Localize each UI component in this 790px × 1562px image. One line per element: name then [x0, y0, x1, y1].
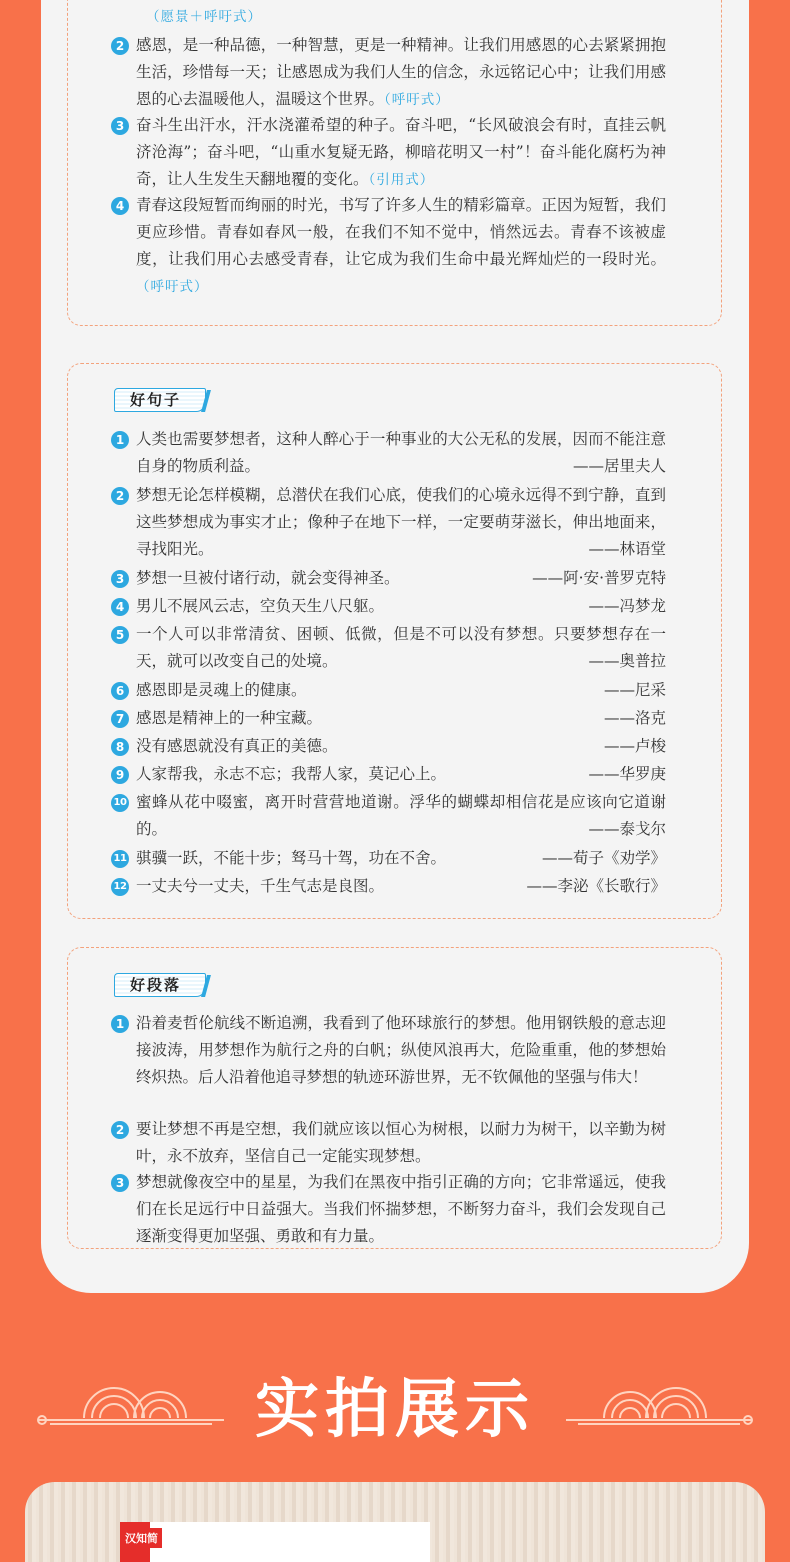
number-badge: 12 [111, 878, 129, 896]
number-badge: 5 [111, 626, 129, 644]
item-author: ——尼采 [603, 681, 666, 699]
list-item [115, 705, 666, 732]
item-text: 梦想就像夜空中的星星，为我们在黑夜中指引正确的方向；它非常遥远，使我们在长足远行中日益强大。当我们怀揣梦想，不断努力奋斗，我们会发现自己逐渐变得更加坚强、勇敢和有力量。 [136, 1173, 666, 1245]
item-text: 人类也需要梦想者，这种人醉心于一种事业的大公无私的发展，因而不能注意自身的物质利益。 [136, 430, 666, 475]
item-author: ——阿·安·普罗克特 [532, 569, 666, 587]
list-item [115, 1169, 666, 1250]
number-badge: 3 [111, 1174, 129, 1192]
list-item [115, 621, 666, 675]
item-text: 青春这段短暂而绚丽的时光，书写了许多人生的精彩篇章。正因为短暂，我们更应珍惜。青春如春风一般，在我们不知不觉中，悄然远去。青春不该被虚度，让我们用心去感受青春，让它成为我们生命中最光辉灿烂的一段时光。 [136, 196, 666, 268]
item-author: ——林语堂 [588, 540, 666, 558]
number-badge: 2 [111, 37, 129, 55]
product-photo [25, 1482, 765, 1562]
item-text: 骐骥一跃，不能十步；驽马十驾，功在不舍。 [136, 849, 447, 867]
item-text: 一丈夫兮一丈夫，千生气志是良图。 [136, 877, 385, 895]
list-item [115, 32, 666, 114]
item-author: ——居里夫人 [572, 457, 666, 475]
showcase-title: 实拍展示 [255, 1373, 535, 1447]
number-badge: 3 [111, 117, 129, 135]
list-item [115, 677, 666, 704]
item-author: ——洛克 [603, 709, 666, 727]
number-badge: 1 [111, 431, 129, 449]
item-note: （引用式） [368, 172, 435, 188]
number-badge: 8 [111, 738, 129, 756]
section-tag-label: 好段落 [130, 976, 182, 994]
section-tag-label: 好句子 [130, 391, 182, 409]
item-text: 感恩即是灵魂上的健康。 [136, 681, 307, 699]
list-item [115, 1010, 666, 1091]
good-paragraphs-card [67, 947, 722, 1249]
list-item [115, 761, 666, 788]
item-text: 感恩是精神上的一种宝藏。 [136, 709, 323, 727]
item-text: 蜜蜂从花中啜蜜，离开时营营地道谢。浮华的蝴蝶却相信花是应该向它道谢的。 [136, 793, 666, 838]
number-badge: 6 [111, 682, 129, 700]
number-badge: 2 [111, 1121, 129, 1139]
ending-examples-card [67, 0, 722, 326]
list-item [115, 593, 666, 620]
item-author: ——荀子《劝学》 [541, 849, 666, 867]
item-text: 人家帮我，永志不忘；我帮人家，莫记心上。 [136, 765, 447, 783]
item-author: ——华罗庚 [588, 765, 666, 783]
section-tag [114, 388, 208, 412]
list-item [115, 1116, 666, 1170]
number-badge: 4 [111, 598, 129, 616]
item-text: 沿着麦哲伦航线不断追溯，我看到了他环球旅行的梦想。他用钢铁般的意志迎接波涛，用梦想作为航行之舟的白帆；纵使风浪再大，危险重重，他的梦想始终炽热。后人沿着他追寻梦想的轨迹环游世界，无不钦佩他的坚强与伟大！ [136, 1014, 666, 1086]
item-text: 梦想无论怎样模糊，总潜伏在我们心底，使我们的心境永远得不到宁静，直到这些梦想成为事实才止；像种子在地下一样，一定要萌芽滋长，伸出地面来，寻找阳光。 [136, 486, 666, 558]
list-item [115, 426, 666, 480]
item-author: ——泰戈尔 [588, 820, 666, 838]
item-note: （呼吁式） [384, 92, 450, 108]
number-badge: 3 [111, 570, 129, 588]
item-note: （愿景＋呼吁式） [146, 9, 262, 25]
item-text: 要让梦想不再是空想，我们就应该以恒心为树根，以耐力为树干，以辛勤为树叶，永不放弃，坚信自己一定能实现梦想。 [136, 1120, 666, 1165]
book-logo: 汉知简 [121, 1528, 162, 1548]
list-item [113, 873, 666, 900]
number-badge: 4 [111, 197, 129, 215]
number-badge: 7 [111, 710, 129, 728]
item-text: 没有感恩就没有真正的美德。 [136, 737, 338, 755]
number-badge: 10 [111, 794, 129, 812]
item-text: 一个人可以非常清贫、困顿、低微，但是不可以没有梦想。只要梦想存在一天，就可以改变自己的处境。 [136, 625, 666, 670]
number-badge: 1 [111, 1015, 129, 1033]
list-item [118, 3, 666, 31]
good-sentences-card [67, 363, 722, 919]
item-note: （呼吁式） [136, 279, 209, 295]
item-author: ——奥普拉 [588, 652, 666, 670]
number-badge: 11 [111, 850, 129, 868]
list-item [115, 112, 666, 194]
list-item [113, 789, 666, 843]
item-text: 男儿不展风云志，空负天生八尺躯。 [136, 597, 385, 615]
list-item [115, 733, 666, 760]
item-text: 感恩，是一种品德，一种智慧，更是一种精神。让我们用感恩的心去紧紧拥抱生活，珍惜每一天；让感恩成为我们人生的信念，永远铭记心中；让我们用感恩的心去温暖他人，温暖这个世界。 [136, 36, 666, 108]
list-item [115, 565, 666, 592]
item-author: ——李泌《长歌行》 [526, 877, 666, 895]
list-item [115, 482, 666, 563]
number-badge: 9 [111, 766, 129, 784]
item-author: ——冯梦龙 [588, 597, 666, 615]
list-item [115, 192, 666, 301]
item-text: 梦想一旦被付诸行动，就会变得神圣。 [136, 569, 400, 587]
list-item [113, 845, 666, 872]
book-cover [120, 1522, 430, 1562]
number-badge: 2 [111, 487, 129, 505]
section-tag [114, 973, 208, 997]
item-author: ——卢梭 [603, 737, 666, 755]
item-text: 奋斗生出汗水，汗水浇灌希望的种子。奋斗吧，“长风破浪会有时，直挂云帆济沧海”；奋斗吧，“山重水复疑无路，柳暗花明又一村”！奋斗能化腐朽为神奇，让人生发生天翻地覆的变化。 [136, 116, 666, 188]
